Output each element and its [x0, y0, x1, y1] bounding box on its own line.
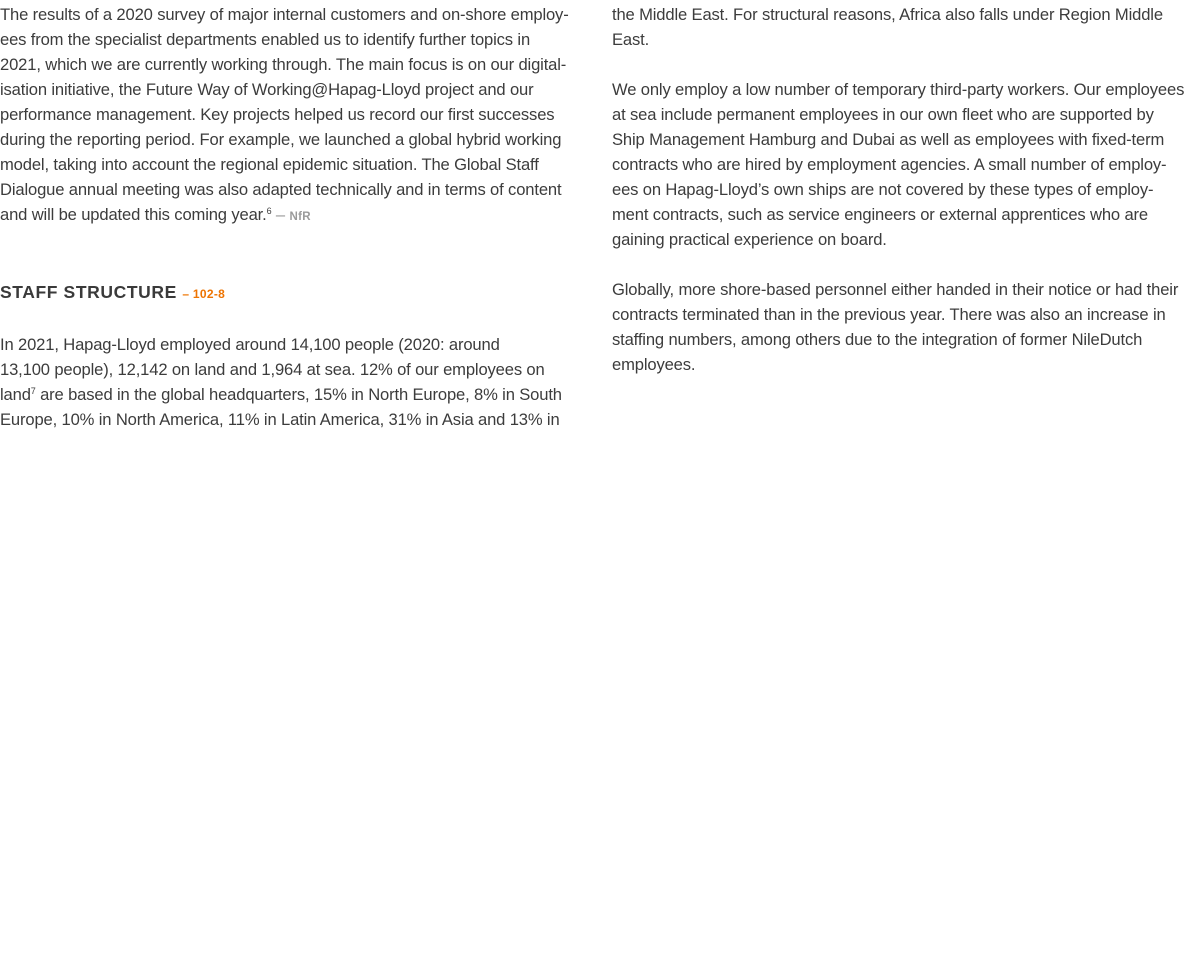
text-line: ees from the specialist departments enabled us to identify further topics in — [0, 30, 531, 49]
paragraph-middle-east — [612, 2, 1202, 52]
text-line: ment contracts, such as service engineers or external apprentices who are — [612, 205, 1148, 224]
text-line: staffing numbers, among others due to the integration of former NileDutch — [612, 330, 1143, 349]
text-line: performance management. Key projects helped us record our first successes — [0, 105, 555, 124]
text-line-last — [0, 202, 592, 230]
text-line: We only employ a low number of temporary third-party workers. Our employees — [612, 80, 1185, 99]
text-fragment: land — [0, 385, 31, 404]
text-line: contracts who are hired by employment agencies. A small number of employ- — [612, 155, 1167, 174]
text-line: model, taking into account the regional epidemic situation. The Global Staff — [0, 155, 539, 174]
text-line: gaining practical experience on board. — [612, 230, 887, 249]
text-line: Dialogue annual meeting was also adapted technically and in terms of content — [0, 180, 562, 199]
nfr-dash: – — [275, 205, 285, 224]
text-line: employees. — [612, 355, 696, 374]
text-line: ees on Hapag-Lloyd’s own ships are not covered by these types of employ- — [612, 180, 1154, 199]
text-line: The results of a 2020 survey of major internal customers and on-shore employ- — [0, 5, 569, 24]
footnote-marker-7[interactable]: 7 — [30, 386, 36, 396]
right-column — [612, 2, 1202, 377]
text-line: contracts terminated than in the previous year. There was also an increase in — [612, 305, 1166, 324]
text-line: isation initiative, the Future Way of Working@Hapag-Lloyd project and our — [0, 80, 534, 99]
left-column — [0, 2, 592, 432]
paragraph-turnover — [612, 277, 1202, 377]
paragraph-staff-numbers — [0, 332, 592, 432]
text-line: during the reporting period. For example, we launched a global hybrid working — [0, 130, 562, 149]
text-fragment: are based in the global headquarters, 15% in North Europe, 8% in South — [35, 385, 562, 404]
text-line: at sea include permanent employees in our own fleet who are supported by — [612, 105, 1154, 124]
text-line: 13,100 people), 12,142 on land and 1,964 at sea. 12% of our employees on — [0, 360, 545, 379]
text-line: the Middle East. For structural reasons, Africa also falls under Region Middle — [612, 5, 1163, 24]
text-line: East. — [612, 30, 650, 49]
text-line — [0, 382, 592, 407]
text-line: In 2021, Hapag-Lloyd employed around 14,100 people (2020: around — [0, 335, 500, 354]
text-fragment: and will be updated this coming year. — [0, 205, 267, 224]
text-line: Ship Management Hamburg and Dubai as well as employees with fixed-term — [612, 130, 1165, 149]
paragraph-temporary-workers — [612, 77, 1202, 252]
text-line: Globally, more shore-based personnel either handed in their notice or had their — [612, 280, 1179, 299]
nfr-tag: NfR — [289, 211, 311, 223]
text-line: Europe, 10% in North America, 11% in Latin America, 31% in Asia and 13% in — [0, 410, 560, 429]
section-heading-staff-structure — [0, 280, 592, 307]
paragraph-survey-results — [0, 2, 592, 230]
footnote-marker-6[interactable]: 6 — [266, 206, 272, 216]
gri-reference: – 102-8 — [182, 287, 226, 301]
text-line: 2021, which we are currently working through. The main focus is on our digital- — [0, 55, 567, 74]
heading-title: STAFF STRUCTURE — [0, 282, 177, 302]
